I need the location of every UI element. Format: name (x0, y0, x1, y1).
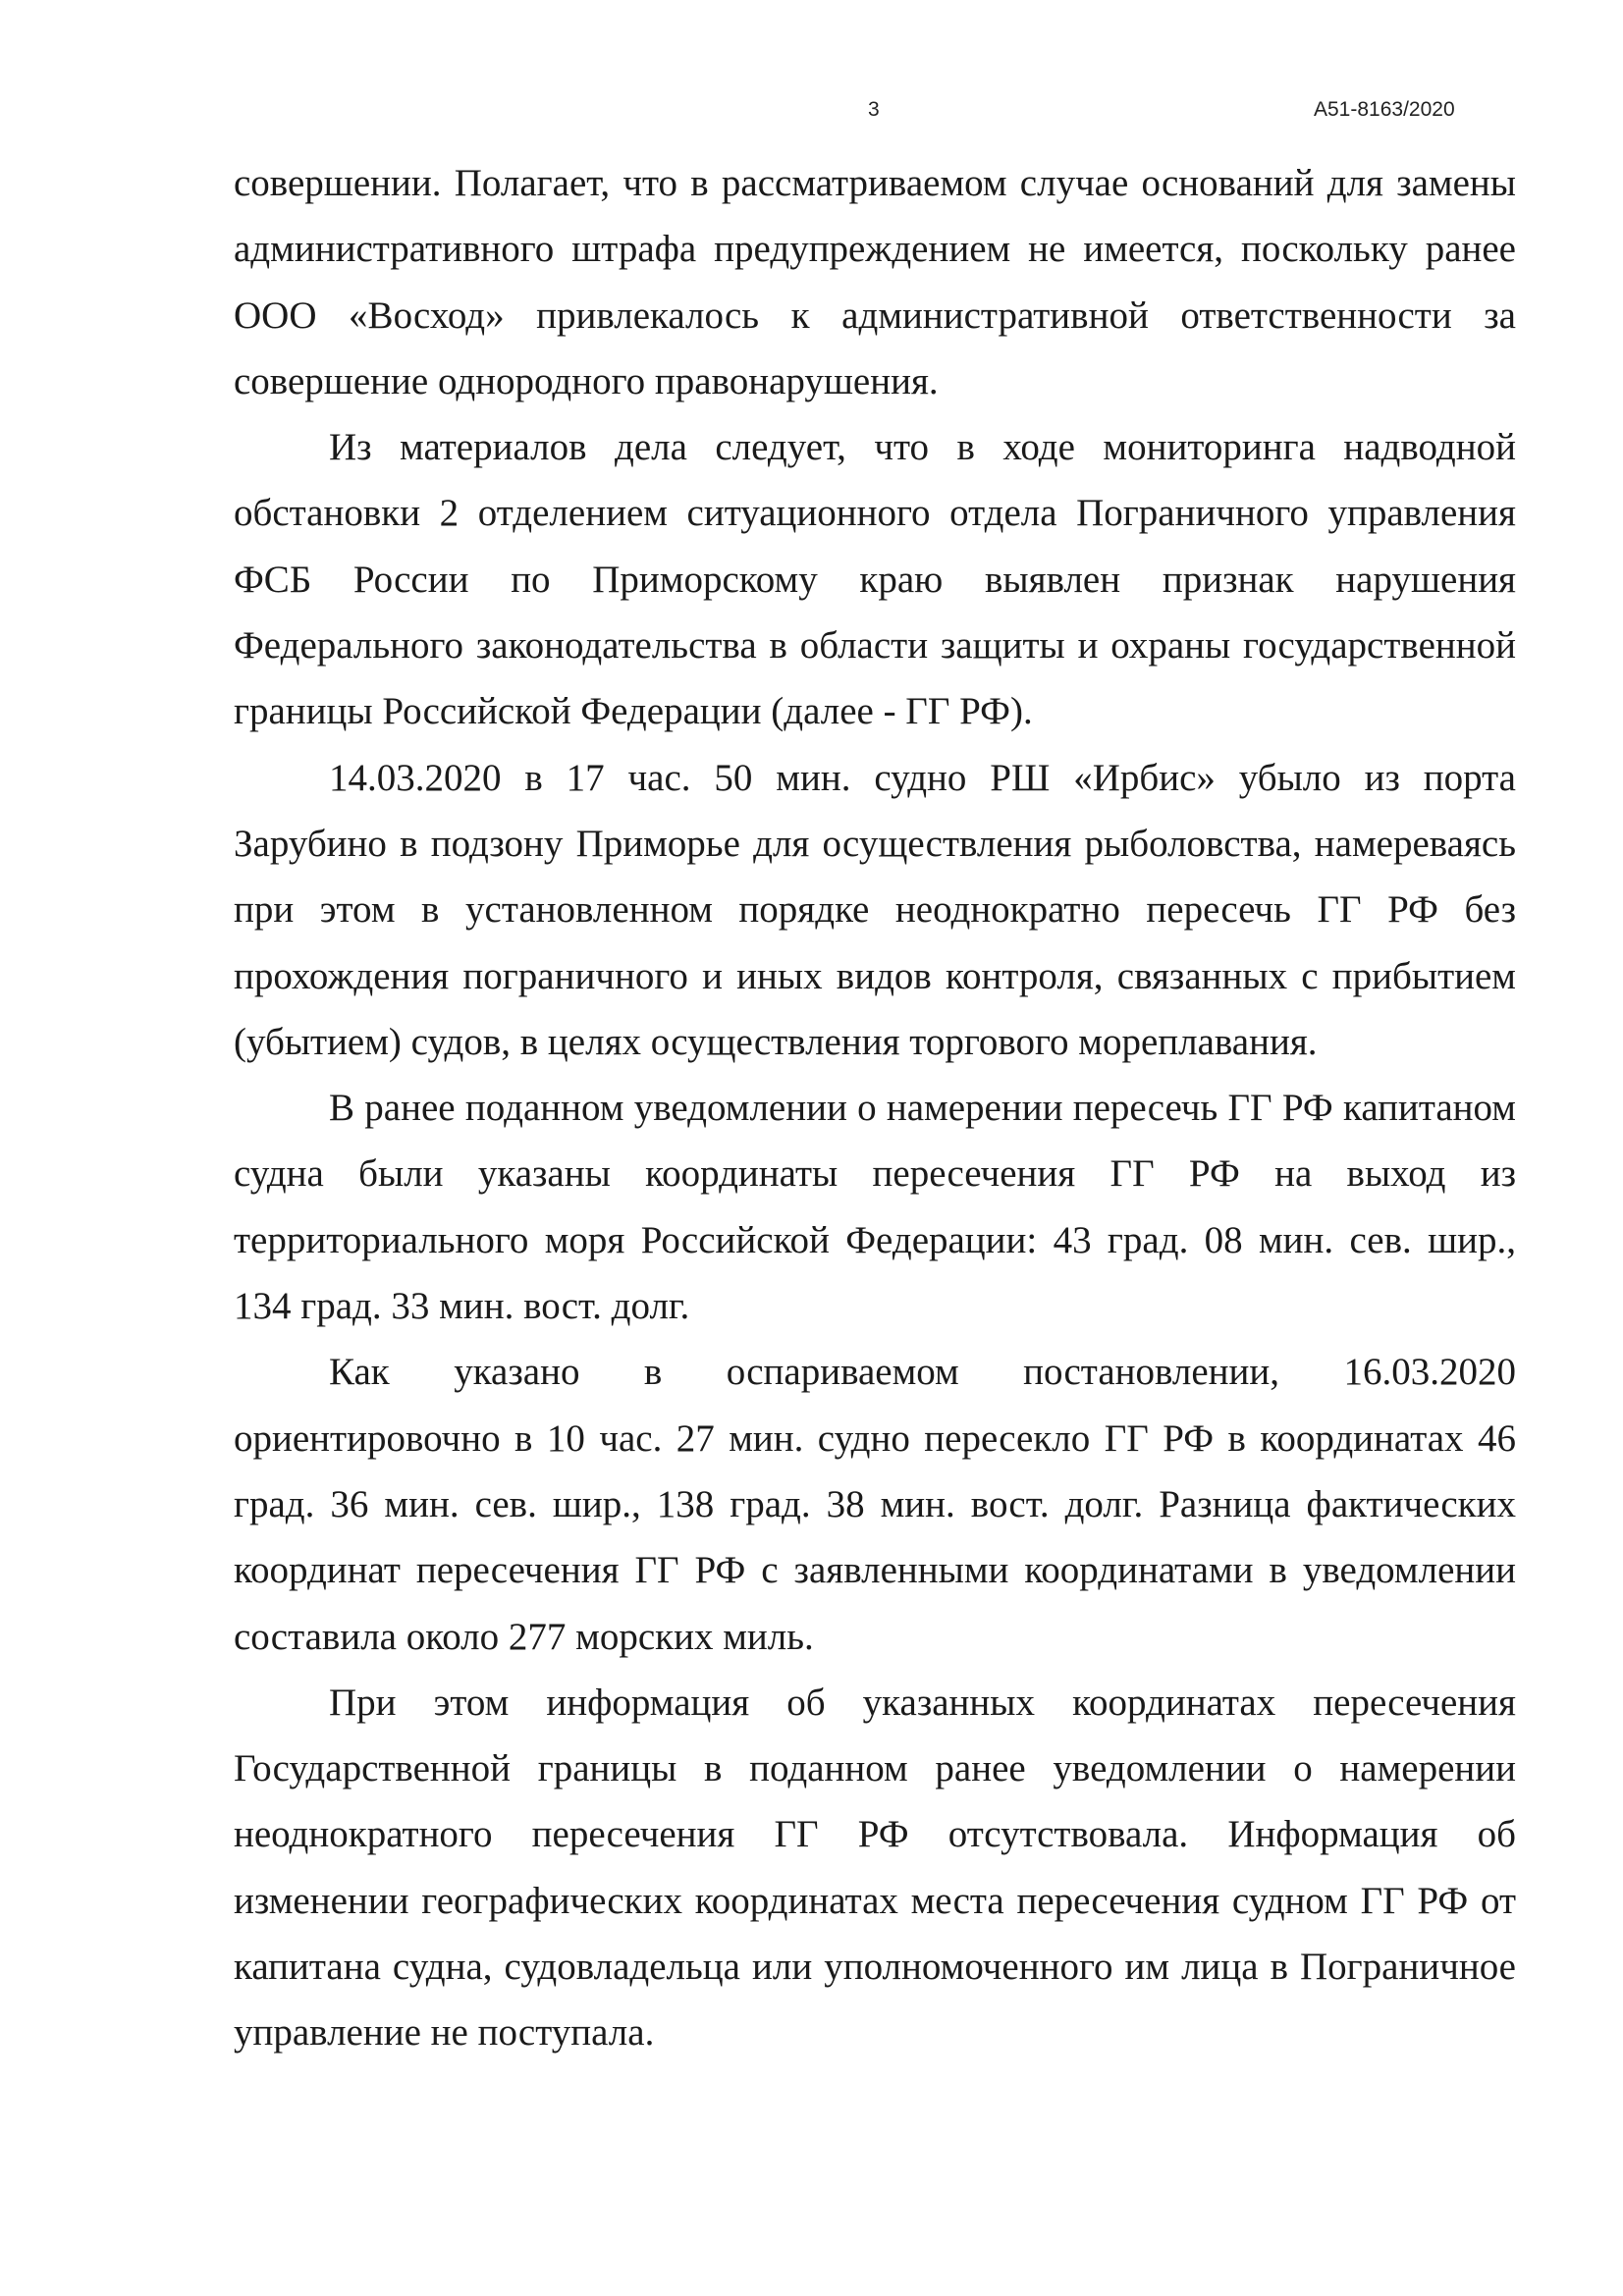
paragraph-continued: совершении. Полагает, что в рассматриваемом случае оснований для замены административного штрафа предупреждением не имеется, поскольку ранее ООО «Восход» привлекалось к административной ответственности за совершение однородного правонарушения. (234, 162, 1516, 402)
paragraph-materials: Из материалов дела следует, что в ходе мониторинга надводной обстановки 2 отделением ситуационного отдела Пограничного управления ФСБ России по Приморскому краю выявлен признак нарушения Федерального законодательства в области защиты и охраны государственной границы Российской Федерации (далее - ГГ РФ). (234, 426, 1516, 733)
paragraph-actual-crossing: Как указано в оспариваемом постановлении, 16.03.2020 ориентировочно в 10 час. 27 мин. судно пересекло ГГ РФ в координатах 46 град. 36 мин. сев. шир., 138 град. 38 мин. вост. долг. Разница фактических координат пересечения ГГ РФ с заявленными координатами в уведомлении составила около 277 морских миль. (234, 1351, 1516, 1658)
page-number: 3 (868, 98, 880, 121)
paragraph-departure: 14.03.2020 в 17 час. 50 мин. судно РШ «Ирбис» убыло из порта Зарубино в подзону Приморье для осуществления рыболовства, намереваясь при этом в установленном порядке неоднократно пересечь ГГ РФ без прохождения пограничного и иных видов контроля, связанных с прибытием (убытием) судов, в целях осуществления торгового мореплавания. (234, 756, 1516, 1063)
case-number: А51-8163/2020 (1314, 98, 1455, 121)
paragraph-no-information: При этом информация об указанных координатах пересечения Государственной границы в поданном ранее уведомлении о намерении неоднократного пересечения ГГ РФ отсутствовала. Информация об изменении географических координатах места пересечения судном ГГ РФ от капитана судна, судовладельца или уполномоченного им лица в Пограничное управление не поступала. (234, 1681, 1516, 2055)
document-body (234, 150, 1516, 2066)
paragraph-notice-coordinates: В ранее поданном уведомлении о намерении пересечь ГГ РФ капитаном судна были указаны координаты пересечения ГГ РФ на выход из территориального моря Российской Федерации: 43 град. 08 мин. сев. шир., 134 град. 33 мин. вост. долг. (234, 1087, 1516, 1328)
